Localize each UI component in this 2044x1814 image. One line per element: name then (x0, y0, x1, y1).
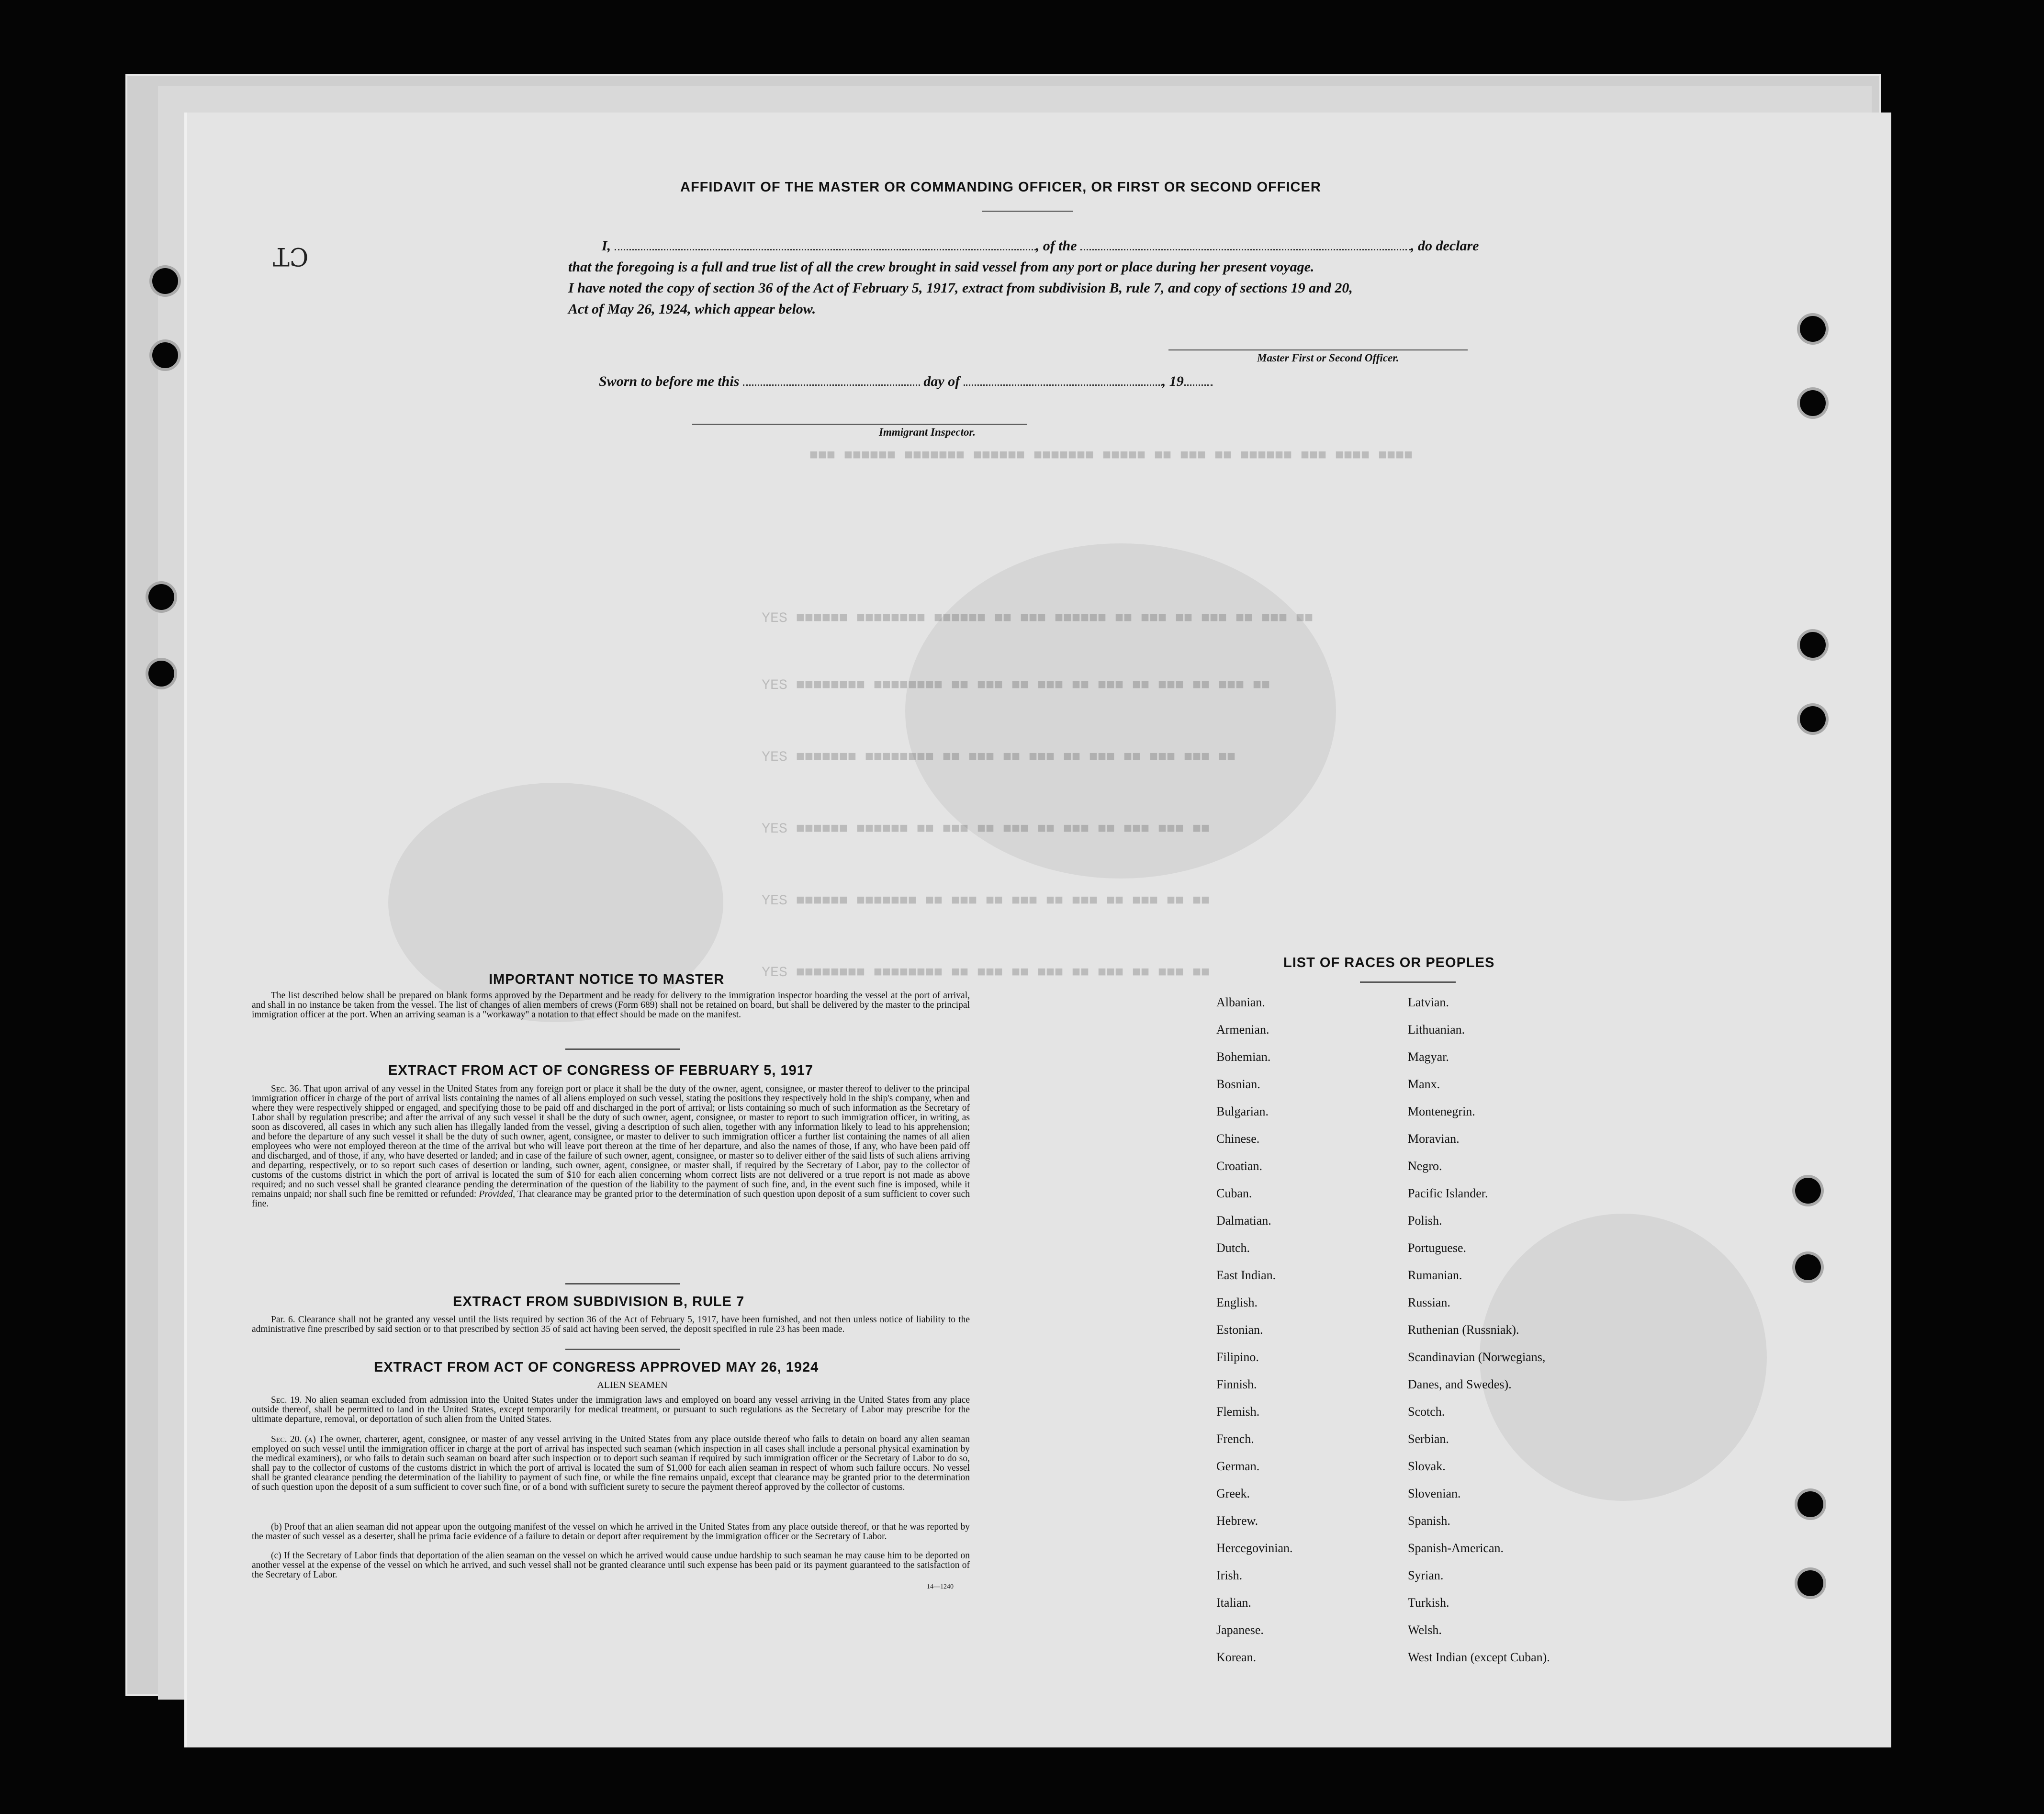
affidavit-declare: , do declare (1411, 238, 1479, 254)
form-number: 14—1240 (927, 1583, 954, 1590)
sworn-day: day of (923, 373, 960, 389)
race-item: Albanian. (1216, 995, 1265, 1009)
race-item: Finnish. (1216, 1377, 1257, 1391)
race-item: Slovak. (1408, 1459, 1446, 1473)
race-item: Dutch. (1216, 1241, 1250, 1255)
race-item: Dalmatian. (1216, 1214, 1271, 1228)
alien-seamen-subtitle: ALIEN SEAMEN (597, 1380, 668, 1390)
day-blank (743, 374, 920, 386)
race-item: Bosnian. (1216, 1077, 1260, 1091)
race-item: Syrian. (1408, 1568, 1444, 1582)
punch-hole (1800, 632, 1826, 658)
race-item: Portuguese. (1408, 1241, 1467, 1255)
notice-text: The list described below shall be prepared on blank forms approved by the Department and be ready for delivery to the immigration inspector boarding the vessel at the port of arrival, and shall in no instance be taken from the vessel. The list of changes of alien members of crews (Form 689) shall not be retained on board, but shall be delivered by the master to the principal immigration officer at the port. When an arriving seaman is a "workaway" a notation to that effect should be made on the manifest. (252, 991, 970, 1020)
affidavit-line2: that the foregoing is a full and true list of all the crew brought in said vessel from any port or place during her present voyage. (568, 259, 1314, 275)
race-item: Italian. (1216, 1596, 1251, 1610)
race-item: Moravian. (1408, 1132, 1460, 1146)
race-item: Manx. (1408, 1077, 1440, 1091)
sec36-text: That upon arrival of any vessel in the United States from any foreign port or place it shall be the duty of the owner, agent, consignee, or master thereof to deliver to the principal immigration officer in charge of the port of arrival lists containing the names of all aliens employed on such vessel, stating the positions they respectively hold in the ship's company, when and where they were respectively shipped or engaged, and specifying those to be paid off and discharged in the port of arrival; or lists containing so much of such information as the Secretary of Labor shall by regulation prescribe; and after the arrival of any such vessel it shall be the duty of such owner, agent, consignee, or master to report to such immigration officer, in writing, as soon as discovered, all cases in which any such alien has illegally landed from the vessel, giving a description of such alien, together with any information likely to lead to his apprehension; and before the departure of any such vessel it shall be the duty of such owner, agent, consignee, or master to deliver to such immigration officer a further list containing the names of all alien employees who were not employed thereon at the time of the arrival but who will leave port thereon at the time of her departure, and also the names of those, if any, who have been paid off and discharged, and of those, if any, who have deserted or landed; and in case of the failure of such owner, agent, consignee, or master so to deliver either of the said lists of such aliens arriving and departing, respectively, or to so report such cases of desertion or landing, such owner, agent, consignee, or master shall, if required by the Secretary of Labor, pay to the collector of customs of the customs district in which the port of arrival is located the sum of $10 for each alien concerning whom correct lists are not delivered or a true report is not made as above required; and no such vessel shall be granted clearance pending the determination of the question of the liability to the payment of such fine, and, in the event such fine is imposed, while it remains unpaid; nor shall such fine be remitted or refunded: (252, 1084, 970, 1199)
punch-hole (1797, 1491, 1823, 1517)
sworn-year: , 19 (1162, 373, 1184, 389)
race-item: Serbian. (1408, 1432, 1449, 1446)
separator (565, 1349, 680, 1350)
race-item: Estonian. (1216, 1323, 1263, 1337)
master-signature-line (1168, 349, 1468, 350)
race-item: Negro. (1408, 1159, 1442, 1173)
race-item: Lithuanian. (1408, 1023, 1465, 1037)
race-item: Scandinavian (Norwegians, (1408, 1350, 1546, 1364)
sec36-label: Sec. 36. (271, 1084, 302, 1094)
race-item: Korean. (1216, 1650, 1257, 1664)
race-item: Russian. (1408, 1296, 1450, 1309)
punch-hole (1795, 1254, 1821, 1280)
vessel-blank (1080, 238, 1411, 250)
punch-hole (148, 661, 174, 687)
extract-1917-text (252, 1084, 970, 1209)
race-item: Rumanian. (1408, 1268, 1462, 1282)
punch-hole (1795, 1178, 1821, 1204)
separator (565, 1283, 680, 1284)
race-item: Flemish. (1216, 1405, 1260, 1419)
title-rule (982, 211, 1073, 212)
race-item: English. (1216, 1296, 1258, 1309)
race-item: Hercegovinian. (1216, 1541, 1293, 1555)
race-item: Polish. (1408, 1214, 1442, 1228)
sec20-label: Sec. 20. (a) (271, 1434, 316, 1444)
handwritten-mark: CT (273, 242, 309, 270)
separator (565, 1048, 680, 1050)
races-right-column (1408, 989, 1550, 1671)
race-item: German. (1216, 1459, 1260, 1473)
race-item: Armenian. (1216, 1023, 1269, 1037)
punch-hole (152, 268, 178, 294)
extract-rule7-text: Par. 6. Clearance shall not be granted any vessel until the lists required by section 36 of the Act of February 5, 1917, have been furnished, and not then unless notice of liability to the administrative fine prescribed by said section or to that prescribed by section 35 of said act having been served, the deposit specified in rule 23 has been made. (252, 1315, 970, 1334)
race-item: West Indian (except Cuban). (1408, 1650, 1550, 1664)
sec20b-text: (b) Proof that an alien seaman did not appear upon the outgoing manifest of the vessel on which he arrived in the United States from any place outside thereof, or that he was reported by the master of such vessel as a deserter, shall be prima facie evidence of a failure to detain or deport after requirement by the immigration officer or the Secretary of Labor. (252, 1522, 970, 1542)
race-item: Slovenian. (1408, 1487, 1461, 1500)
race-item: Pacific Islander. (1408, 1186, 1488, 1200)
race-item: Japanese. (1216, 1623, 1264, 1637)
name-blank (615, 238, 1036, 250)
races-title: LIST OF RACES OR PEOPLES (1283, 955, 1495, 970)
race-item: East Indian. (1216, 1268, 1276, 1282)
race-item: Greek. (1216, 1487, 1250, 1500)
race-item: Hebrew. (1216, 1514, 1258, 1528)
race-item: Chinese. (1216, 1132, 1260, 1146)
sec20a-text (252, 1435, 970, 1492)
race-item: Spanish-American. (1408, 1541, 1504, 1555)
proviso-text: That clearance may be granted prior to the determination of such question upon deposit of a sum sufficient to cover such fine. (252, 1189, 970, 1209)
affidavit-title: AFFIDAVIT OF THE MASTER OR COMMANDING OFFICER, OR FIRST OR SECOND OFFICER (680, 180, 1321, 195)
sec20a-body: The owner, charterer, agent, consignee, or master of any vessel arriving in the United States from any place outside thereof who fails to detain on board any alien seaman employed on such vessel until the immigration officer in charge at the port of arrival has inspected such seaman (which inspection in all cases shall include a personal physical examination by the medical examiners), or who fails to detain such seaman on board after such inspection or to deport such seaman if required by such immigration officer or the Secretary of Labor to do so, shall pay to the collector of customs of the customs district in which the port of arrival is located the sum of $1,000 for each alien seaman in respect of whom such failure occurs. No vessel shall be granted clearance pending the determination of the liability to payment of such fine, or while the fine remains unpaid, except that clearance may be granted prior to the determination of such question upon the deposit of a sum sufficient to cover such fine, or of a bond with sufficient surety to secure the payment thereof approved by the collector of customs. (252, 1434, 970, 1492)
month-blank (964, 374, 1162, 386)
extract-1917-title: EXTRACT FROM ACT OF CONGRESS OF FEBRUARY 5, 1917 (388, 1063, 814, 1078)
race-item: Spanish. (1408, 1514, 1450, 1528)
separator (1360, 981, 1456, 983)
punch-hole (1800, 706, 1826, 732)
inspector-signature-line (692, 424, 1027, 425)
affidavit-of: , of the (1035, 238, 1077, 254)
affidavit-page: ■■■ ■■■■■■ ■■■■■■■ ■■■■■■ ■■■■■■■ ■■■■■ ■■ ■■■ ■■ ■■■■■■ ■■■ ■■■■ ■■■■ YES ■■■■■■ ■■■■■■■■ ■■■■■■ ■■ ■■■ ■■■■■■ ■■ ■■■ ■■ ■■■ ■■ ■■■ ■■ YES ■■■■■■■■ ■■■■■■■■ ■■ ■■■ ■■ ■■■ ■■ ■■■ ■■ ■■■ ■■ ■■■ ■■ YES ■■■■■■■ ■■■■■■■■ ■■ ■■■ ■■ ■■■ ■■ ■■■ ■■ ■■■ ■■■ ■■ YES ■■■■■■ ■■■■■■ ■■ ■■■ ■■ ■■■ ■■ ■■■ ■■ ■■■ ■■■ ■■ YES ■■■■■■ ■■■■■■■ ■■ ■■■ ■■ ■■■ ■■ ■■■ ■■ ■■■ ■■ ■■ YES ■■■■■■■■ ■■■■■■■■ ■■ ■■■ ■■ ■■■ ■■ ■■■ ■■ ■■■ ■■ AFFIDAVIT OF THE MASTER OR COMMANDING OFFICER, OR FIRST OR SECOND OFFICER I, , of the , do declare that the foregoing is a full and true list of all the crew brought in said vessel from any port or place during her present voyage. I have noted the copy of section 36 of the Act of February 5, 1917, extract from subdivision B, rule 7, and copy of sections 19 and 20, Act of May 26, 1924, which appear below. Master First or Second Officer. Sworn to before me this day of , 19 Immigrant Inspector. IMPORTANT NOTICE TO MASTER The list described below shall be prepared on blank forms approved by the Department and be ready for delivery to the immigration inspector boarding the vessel at the port of arrival, and shall in no instance be taken from the vessel. The list of changes of alien members of crews (Form 689) shall not be retained on board, but shall be delivered by the master to the principal immigration officer at the port. When an arriving seaman is a "workaway" a notation to that effect should be made on the manifest. EXTRACT FROM ACT OF CONGRESS OF FEBRUARY 5, 1917 Sec. 36. That upon arrival of any vessel in the United States from any foreign port or place it shall be the duty of the owner, agent, consignee, or master thereof to deliver to the principal immigration officer in charge of the port of arrival lists containing the names of all aliens employed on such vessel, stating the positions they respectively hold in the ship's company, when and where they were respectively shipped or engaged, and specifying those to be paid off and discharged in the port of arrival; or lists containing so much of such information as the Secretary of Labor shall by regulation prescribe; and after the arrival of any such vessel it shall be the duty of such owner, agent, consignee, or master to report to such immigration officer, in writing, as soon as discovered, all cases in which any such alien has illegally landed from the vessel, giving a description of such alien, together with any information likely to lead to his apprehension; and before the departure of any such vessel it shall be the duty of such owner, agent, consignee, or master to deliver to such immigration officer a further list containing the names of all alien employees who were not employed thereon at the time of the arrival but who will leave port thereon at the time of her departure, and also the names of those, if any, who have been paid off and discharged, and of those, if any, who have deserted or landed; and in case of the failure of such owner, agent, consignee, or master so to deliver either of the said lists of such aliens arriving and departing, respectively, or to so report such cases of desertion or landing, such owner, agent, consignee, or master shall, if required by the Secretary of Labor, pay to the collector of customs of the customs district in which the port of arrival is located the sum of $10 for each alien concerning whom correct lists are not delivered or a true report is not made as above required; and no such vessel shall be granted clearance pending the determination of the question of the liability to the payment of such fine, and, in the event such fine is imposed, while it remains unpaid; nor shall such fine be remitted or refunded: Provided, That clearance may be granted prior to the determination of such question upon deposit of a sum sufficient to cover such fine. EXTRACT FROM SUBDIVISION B, RULE 7 Par. 6. Clearance shall not be granted any vessel until the lists required by section 36 of the Act of February 5, 1917, have been furnished, and not then unless notice of liability to the administrative fine prescribed by said section or to that prescribed by section 35 of said act having been served, the deposit specified in rule 23 has been made. EXTRACT FROM ACT OF CONGRESS APPROVED MAY 26, 1924 ALIEN SEAMEN Sec. 19. No alien seaman excluded from admission into the United States under the immigration laws and employed on board any vessel arriving in the United States from any place outside thereof, shall be permitted to land in the United States, except temporarily for medical treatment, or pursuant to such regulations as the Secretary of Labor may prescribe for the ultimate departure, removal, or deportation of such alien from the United States. Sec. 20. (a) The owner, charterer, agent, consignee, or master of any vessel arriving in the United States from any place outside thereof who fails to detain on board any alien seaman employed on such vessel until the immigration officer in charge at the port of arrival has inspected such seaman (which inspection in all cases shall include a personal physical examination by the medical examiners), or who fails to detain such seaman on board after such inspection or to deport such seaman if required by such immigration officer or the Secretary of Labor to do so, shall pay to the collector of customs of the customs district in which the port of arrival is located the sum of $1,000 for each alien seaman in respect of whom such failure occurs. No vessel shall be granted clearance pending the determination of the liability to payment of such fine, or while the fine remains unpaid, except that clearance may be granted prior to the determination of such question upon the deposit of a sum sufficient to cover such fine, or of a bond with sufficient surety to secure the payment thereof approved by the collector of customs. (b) Proof that an alien seaman did not appear upon the outgoing manifest of the vessel on which he arrived in the United States from any place outside thereof, or that he was reported by the master of such vessel as a deserter, shall be prima facie evidence of a failure to detain or deport after requirement by the immigration officer or the Secretary of Labor. (c) If the Secretary of Labor finds that deportation of the alien seaman on the vessel on which he arrived would cause undue hardship to such seaman he may cause him to be deported on another vessel at the expense of the vessel on which he arrived, and such vessel shall not be granted clearance until such expense has been paid or its payment guaranteed to the satisfaction of the Secretary of Labor. 14—1240 LIST OF RACES OR PEOPLES Albanian. Armenian. Bohemian. Bosnian. Bulgarian. Chinese. Croatian. Cuban. Dalmatian. Dutch. East Indian. English. Estonian. Filipino. Finnish. Flemish. French. German. Greek. Hebrew. Hercegovinian. Irish. Italian. Japanese. Korean. Latvian. Lithuanian. Magyar. Manx. Montenegrin. Moravian. Negro. Pacific Islander. Polish. Portuguese. Rumanian. Russian. Ruthenian (Russniak). Scandinavian (Norwegians, Danes, and Swedes). Scotch. Serbian. Slovak. Slovenian. Spanish. Spanish-American. Syrian. Turkish. Welsh. West Indian (except Cuban). (184, 113, 1891, 1747)
races-left-column (1216, 989, 1293, 1671)
race-item: Danes, and Swedes). (1408, 1377, 1512, 1391)
sec19-body: No alien seaman excluded from admission into the United States under the immigration laws and employed on board any vessel arriving in the United States from any place outside thereof, shall be permitted to land in the United States, except temporarily for medical treatment, or pursuant to such regulations as the Secretary of Labor may prescribe for the ultimate departure, removal, or deportation of such alien from the United States. (252, 1395, 970, 1424)
race-item: Bohemian. (1216, 1050, 1271, 1064)
master-signature-label: Master First or Second Officer. (1257, 352, 1399, 364)
punch-hole (1797, 1570, 1823, 1596)
race-item: Latvian. (1408, 995, 1449, 1009)
year-blank (1184, 374, 1213, 386)
proviso-label: Provided, (479, 1189, 516, 1199)
notice-title: IMPORTANT NOTICE TO MASTER (489, 972, 725, 987)
race-item: Ruthenian (Russniak). (1408, 1323, 1519, 1337)
affidavit-i: I, (602, 238, 611, 254)
affidavit-line1 (602, 238, 1479, 254)
race-item: Montenegrin. (1408, 1104, 1475, 1118)
punch-hole (1800, 390, 1826, 416)
race-item: Irish. (1216, 1568, 1243, 1582)
sec19-label: Sec. 19. (271, 1395, 302, 1405)
race-item: Bulgarian. (1216, 1104, 1269, 1118)
affidavit-line3: I have noted the copy of section 36 of the Act of February 5, 1917, extract from subdivision B, rule 7, and copy of sections 19 and 20, (568, 280, 1353, 296)
punch-hole (1800, 316, 1826, 342)
punch-hole (148, 584, 174, 610)
inspector-label: Immigrant Inspector. (879, 426, 976, 438)
sec19-text (252, 1396, 970, 1424)
punch-hole (152, 342, 178, 368)
race-item: Cuban. (1216, 1186, 1252, 1200)
race-item: Scotch. (1408, 1405, 1445, 1419)
race-item: Turkish. (1408, 1596, 1449, 1610)
sworn-line (599, 373, 1213, 390)
race-item: Magyar. (1408, 1050, 1449, 1064)
race-item: Filipino. (1216, 1350, 1259, 1364)
race-item: Croatian. (1216, 1159, 1263, 1173)
race-item: French. (1216, 1432, 1254, 1446)
affidavit-line4: Act of May 26, 1924, which appear below. (568, 301, 816, 317)
race-item: Welsh. (1408, 1623, 1442, 1637)
extract-1924-title: EXTRACT FROM ACT OF CONGRESS APPROVED MAY 26, 1924 (374, 1360, 819, 1375)
bleed-through-text: ■■■ ■■■■■■ ■■■■■■■ ■■■■■■ ■■■■■■■ ■■■■■ ■■ ■■■ ■■ ■■■■■■ ■■■ ■■■■ ■■■■ (809, 448, 1413, 464)
sec20c-text: (c) If the Secretary of Labor finds that deportation of the alien seaman on the vessel on which he arrived would cause undue hardship to such seaman he may cause him to be deported on another vessel at the expense of the vessel on which he arrived, and such vessel shall not be granted clearance until such expense has been paid or its payment guaranteed to the satisfaction of the Secretary of Labor. (252, 1551, 970, 1580)
sworn-prefix: Sworn to before me this (599, 373, 740, 389)
extract-rule7-title: EXTRACT FROM SUBDIVISION B, RULE 7 (453, 1294, 745, 1309)
